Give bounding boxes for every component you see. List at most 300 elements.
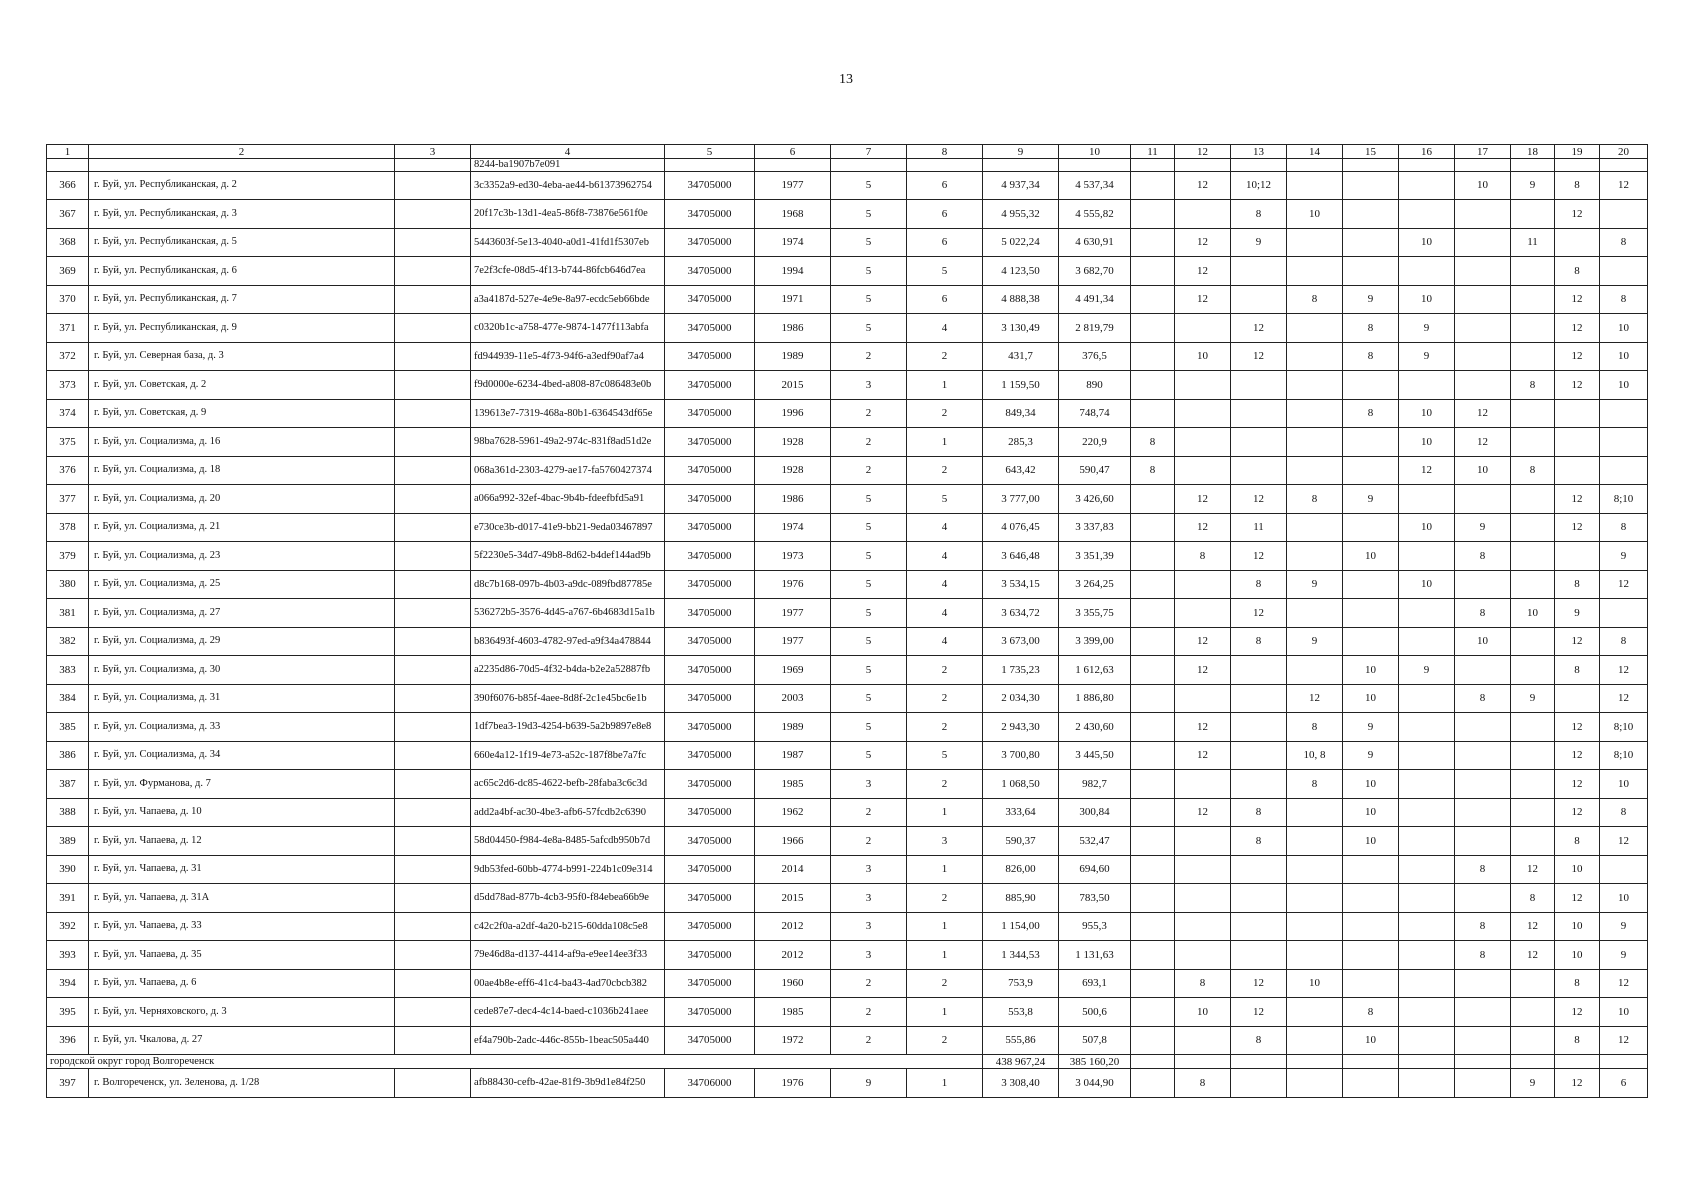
col-12: 8 [1175, 969, 1231, 998]
address: г. Буй, ул. Социализма, д. 34 [89, 741, 395, 770]
col-15: 10 [1343, 684, 1399, 713]
col-18: 8 [1511, 371, 1555, 400]
entrances: 3 [907, 827, 983, 856]
col-20: 9 [1600, 912, 1648, 941]
col-3 [395, 171, 471, 200]
address: г. Буй, ул. Чапаева, д. 35 [89, 941, 395, 970]
floors: 5 [831, 741, 907, 770]
col-15 [1343, 884, 1399, 913]
col-20: 12 [1600, 656, 1648, 685]
table-row [47, 798, 1648, 827]
column-header: 4 [471, 145, 665, 159]
col-17 [1455, 485, 1511, 514]
floors: 3 [831, 884, 907, 913]
col-14 [1287, 912, 1343, 941]
build-year: 1986 [755, 485, 831, 514]
entrances: 2 [907, 1026, 983, 1055]
col-17 [1455, 827, 1511, 856]
col-3 [395, 1026, 471, 1055]
build-year: 2012 [755, 941, 831, 970]
col-11 [1131, 542, 1175, 571]
address: г. Буй, ул. Социализма, д. 31 [89, 684, 395, 713]
column-number-row [47, 145, 1648, 159]
col-3 [395, 285, 471, 314]
col-16 [1399, 1026, 1455, 1055]
table-row [47, 599, 1648, 628]
col-11 [1131, 884, 1175, 913]
fias-guid: 5443603f-5e13-4040-a0d1-41fd1f5307eb [471, 228, 665, 257]
floors: 5 [831, 627, 907, 656]
col-19: 12 [1555, 485, 1600, 514]
row-number: 394 [47, 969, 89, 998]
col-20: 12 [1600, 570, 1648, 599]
living-area: 955,3 [1059, 912, 1131, 941]
col-16: 12 [1399, 456, 1455, 485]
address: г. Буй, ул. Чкалова, д. 27 [89, 1026, 395, 1055]
total-area: 3 777,00 [983, 485, 1059, 514]
fias-guid: 00ae4b8e-eff6-41c4-ba43-4ad70cbcb382 [471, 969, 665, 998]
table-row [47, 171, 1648, 200]
col-19: 12 [1555, 513, 1600, 542]
col-15: 10 [1343, 1026, 1399, 1055]
address: г. Буй, ул. Республиканская, д. 6 [89, 257, 395, 286]
col-11: 8 [1131, 428, 1175, 457]
col-14 [1287, 542, 1343, 571]
col-13 [1231, 371, 1287, 400]
living-area: 1 886,80 [1059, 684, 1131, 713]
col-16: 10 [1399, 285, 1455, 314]
total-area: 5 022,24 [983, 228, 1059, 257]
floors: 2 [831, 827, 907, 856]
col-20 [1600, 200, 1648, 229]
col-3 [395, 969, 471, 998]
col-19: 12 [1555, 713, 1600, 742]
entrances: 2 [907, 456, 983, 485]
total-area: 4 123,50 [983, 257, 1059, 286]
table-row [47, 371, 1648, 400]
col-17 [1455, 1026, 1511, 1055]
address: г. Буй, ул. Социализма, д. 29 [89, 627, 395, 656]
col-12: 12 [1175, 485, 1231, 514]
col-3 [395, 827, 471, 856]
total-area: 4 076,45 [983, 513, 1059, 542]
col-3 [395, 998, 471, 1027]
col-3 [395, 428, 471, 457]
col-17: 12 [1455, 428, 1511, 457]
col-14 [1287, 884, 1343, 913]
floors: 5 [831, 713, 907, 742]
col-17 [1455, 285, 1511, 314]
col-18 [1511, 314, 1555, 343]
living-area: 1 612,63 [1059, 656, 1131, 685]
fias-guid: 3c3352a9-ed30-4eba-ae44-b61373962754 [471, 171, 665, 200]
row-number: 376 [47, 456, 89, 485]
col-12: 12 [1175, 656, 1231, 685]
build-year: 1973 [755, 542, 831, 571]
table-row [47, 285, 1648, 314]
col-20: 12 [1600, 969, 1648, 998]
oktmo: 34705000 [665, 969, 755, 998]
col-19: 8 [1555, 257, 1600, 286]
col-15 [1343, 855, 1399, 884]
entrances: 2 [907, 684, 983, 713]
col-13: 12 [1231, 998, 1287, 1027]
col-20: 8 [1600, 228, 1648, 257]
col-20: 10 [1600, 884, 1648, 913]
table-row [47, 684, 1648, 713]
oktmo: 34705000 [665, 599, 755, 628]
address: г. Буй, ул. Чапаева, д. 31 [89, 855, 395, 884]
col-17 [1455, 969, 1511, 998]
col-18: 12 [1511, 941, 1555, 970]
col-15 [1343, 428, 1399, 457]
col-15: 9 [1343, 285, 1399, 314]
col-18 [1511, 570, 1555, 599]
col-19 [1555, 542, 1600, 571]
address: г. Буй, ул. Фурманова, д. 7 [89, 770, 395, 799]
entrances: 5 [907, 485, 983, 514]
page-number: 13 [839, 72, 853, 87]
col-20: 10 [1600, 770, 1648, 799]
col-14 [1287, 941, 1343, 970]
build-year: 2003 [755, 684, 831, 713]
col-16 [1399, 969, 1455, 998]
oktmo: 34705000 [665, 342, 755, 371]
col-15: 10 [1343, 770, 1399, 799]
col-14 [1287, 998, 1343, 1027]
group-living-total: 385 160,20 [1059, 1055, 1131, 1069]
col-17 [1455, 342, 1511, 371]
address: г. Буй, ул. Чапаева, д. 10 [89, 798, 395, 827]
entrances: 6 [907, 200, 983, 229]
col-12 [1175, 941, 1231, 970]
fias-guid: 390f6076-b85f-4aee-8d8f-2c1e45bc6e1b [471, 684, 665, 713]
floors: 5 [831, 314, 907, 343]
col-3 [395, 884, 471, 913]
fias-guid: 98ba7628-5961-49a2-974c-831f8ad51d2e [471, 428, 665, 457]
col-3 [395, 599, 471, 628]
col-19: 12 [1555, 200, 1600, 229]
row-number: 393 [47, 941, 89, 970]
col-3 [395, 713, 471, 742]
col-20: 8;10 [1600, 741, 1648, 770]
col-13 [1231, 912, 1287, 941]
col-11 [1131, 627, 1175, 656]
col-12 [1175, 599, 1231, 628]
table-row [47, 741, 1648, 770]
total-area: 753,9 [983, 969, 1059, 998]
col-12 [1175, 912, 1231, 941]
col-19: 10 [1555, 855, 1600, 884]
col-17 [1455, 656, 1511, 685]
col-15 [1343, 599, 1399, 628]
fias-guid: d8c7b168-097b-4b03-a9dc-089fbd87785e [471, 570, 665, 599]
col-20: 12 [1600, 684, 1648, 713]
entrances: 2 [907, 656, 983, 685]
col-19: 8 [1555, 171, 1600, 200]
table-row [47, 656, 1648, 685]
col-15: 8 [1343, 998, 1399, 1027]
col-18 [1511, 770, 1555, 799]
living-area: 300,84 [1059, 798, 1131, 827]
continuation-row [47, 159, 1648, 172]
col-11 [1131, 599, 1175, 628]
fias-guid: a066a992-32ef-4bac-9b4b-fdeefbfd5a91 [471, 485, 665, 514]
total-area: 4 888,38 [983, 285, 1059, 314]
col-11 [1131, 228, 1175, 257]
build-year: 1976 [755, 1069, 831, 1098]
address: г. Буй, ул. Северная база, д. 3 [89, 342, 395, 371]
col-12 [1175, 1026, 1231, 1055]
floors: 2 [831, 399, 907, 428]
col-13: 12 [1231, 599, 1287, 628]
col-16 [1399, 371, 1455, 400]
table-wrapper [46, 144, 1647, 1098]
oktmo: 34705000 [665, 314, 755, 343]
col-12 [1175, 428, 1231, 457]
build-year: 1966 [755, 827, 831, 856]
col-17 [1455, 257, 1511, 286]
col-17: 8 [1455, 912, 1511, 941]
oktmo: 34705000 [665, 228, 755, 257]
col-16 [1399, 1069, 1455, 1098]
entrances: 4 [907, 542, 983, 571]
group-name: городской округ город Волгореченск [47, 1055, 983, 1069]
col-18: 9 [1511, 171, 1555, 200]
floors: 3 [831, 912, 907, 941]
group-row [47, 1055, 1648, 1069]
col-11 [1131, 485, 1175, 514]
total-area: 3 646,48 [983, 542, 1059, 571]
fias-guid: cede87e7-dec4-4c14-baed-c1036b241aee [471, 998, 665, 1027]
col-19: 10 [1555, 912, 1600, 941]
col-14 [1287, 257, 1343, 286]
col-12: 12 [1175, 627, 1231, 656]
col-20: 9 [1600, 941, 1648, 970]
col-16 [1399, 257, 1455, 286]
floors: 2 [831, 798, 907, 827]
table-row [47, 513, 1648, 542]
col-13: 8 [1231, 200, 1287, 229]
entrances: 6 [907, 285, 983, 314]
floors: 2 [831, 456, 907, 485]
col-14 [1287, 314, 1343, 343]
col-14 [1287, 599, 1343, 628]
column-header: 8 [907, 145, 983, 159]
column-header: 13 [1231, 145, 1287, 159]
col-15 [1343, 371, 1399, 400]
col-13: 12 [1231, 314, 1287, 343]
row-number: 381 [47, 599, 89, 628]
col-12 [1175, 200, 1231, 229]
living-area: 3 426,60 [1059, 485, 1131, 514]
build-year: 1987 [755, 741, 831, 770]
entrances: 2 [907, 399, 983, 428]
living-area: 783,50 [1059, 884, 1131, 913]
row-number: 380 [47, 570, 89, 599]
fias-guid: f9d0000e-6234-4bed-a808-87c086483e0b [471, 371, 665, 400]
build-year: 1962 [755, 798, 831, 827]
col-16 [1399, 798, 1455, 827]
row-number: 368 [47, 228, 89, 257]
entrances: 1 [907, 855, 983, 884]
col-11 [1131, 855, 1175, 884]
row-number: 366 [47, 171, 89, 200]
column-header: 3 [395, 145, 471, 159]
entrances: 2 [907, 969, 983, 998]
row-number: 383 [47, 656, 89, 685]
table-row [47, 713, 1648, 742]
col-18 [1511, 285, 1555, 314]
floors: 5 [831, 542, 907, 571]
col-12 [1175, 684, 1231, 713]
col-3 [395, 741, 471, 770]
floors: 5 [831, 200, 907, 229]
table-row [47, 257, 1648, 286]
col-17 [1455, 798, 1511, 827]
col-13 [1231, 770, 1287, 799]
fias-guid: 7e2f3cfe-08d5-4f13-b744-86fcb646d7ea [471, 257, 665, 286]
entrances: 5 [907, 741, 983, 770]
fias-guid: c0320b1c-a758-477e-9874-1477f113abfa [471, 314, 665, 343]
col-19: 8 [1555, 1026, 1600, 1055]
oktmo: 34705000 [665, 570, 755, 599]
col-15 [1343, 627, 1399, 656]
col-12: 12 [1175, 741, 1231, 770]
col-20: 8 [1600, 513, 1648, 542]
row-number: 378 [47, 513, 89, 542]
living-area: 3 337,83 [1059, 513, 1131, 542]
col-15 [1343, 941, 1399, 970]
living-area: 4 555,82 [1059, 200, 1131, 229]
col-11 [1131, 285, 1175, 314]
address: г. Буй, ул. Социализма, д. 20 [89, 485, 395, 514]
col-14 [1287, 798, 1343, 827]
fias-guid: 5f2230e5-34d7-49b8-8d62-b4def144ad9b [471, 542, 665, 571]
oktmo: 34705000 [665, 798, 755, 827]
table-row [47, 342, 1648, 371]
row-number: 387 [47, 770, 89, 799]
col-20 [1600, 456, 1648, 485]
table-row [47, 485, 1648, 514]
oktmo: 34705000 [665, 513, 755, 542]
col-12: 12 [1175, 798, 1231, 827]
fias-guid: ef4a790b-2adc-446c-855b-1beac505a440 [471, 1026, 665, 1055]
living-area: 3 355,75 [1059, 599, 1131, 628]
row-number: 396 [47, 1026, 89, 1055]
build-year: 1976 [755, 570, 831, 599]
column-header: 17 [1455, 145, 1511, 159]
col-3 [395, 314, 471, 343]
total-area: 3 634,72 [983, 599, 1059, 628]
col-17 [1455, 200, 1511, 229]
oktmo: 34705000 [665, 684, 755, 713]
col-19 [1555, 228, 1600, 257]
col-3 [395, 1069, 471, 1098]
col-14 [1287, 428, 1343, 457]
fias-guid: 20f17c3b-13d1-4ea5-86f8-73876e561f0e [471, 200, 665, 229]
entrances: 2 [907, 884, 983, 913]
col-19: 12 [1555, 285, 1600, 314]
col-19: 12 [1555, 741, 1600, 770]
col-15: 9 [1343, 485, 1399, 514]
col-17 [1455, 570, 1511, 599]
oktmo: 34705000 [665, 770, 755, 799]
build-year: 1971 [755, 285, 831, 314]
address: г. Буй, ул. Республиканская, д. 5 [89, 228, 395, 257]
fias-guid: 536272b5-3576-4d45-a767-6b4683d15a1b [471, 599, 665, 628]
table-row [47, 627, 1648, 656]
col-14: 8 [1287, 713, 1343, 742]
floors: 5 [831, 257, 907, 286]
col-14 [1287, 513, 1343, 542]
col-13 [1231, 855, 1287, 884]
living-area: 3 264,25 [1059, 570, 1131, 599]
living-area: 500,6 [1059, 998, 1131, 1027]
col-11 [1131, 941, 1175, 970]
col-19 [1555, 456, 1600, 485]
total-area: 431,7 [983, 342, 1059, 371]
table-row [47, 228, 1648, 257]
col-15 [1343, 969, 1399, 998]
col-20: 8;10 [1600, 713, 1648, 742]
col-16 [1399, 998, 1455, 1027]
col-18: 9 [1511, 684, 1555, 713]
col-3 [395, 855, 471, 884]
col-15: 10 [1343, 656, 1399, 685]
fias-guid: add2a4bf-ac30-4be3-afb6-57fcdb2c6390 [471, 798, 665, 827]
col-14: 12 [1287, 684, 1343, 713]
address: г. Буй, ул. Чапаева, д. 33 [89, 912, 395, 941]
table-row [47, 428, 1648, 457]
col-17 [1455, 741, 1511, 770]
row-number: 395 [47, 998, 89, 1027]
address: г. Буй, ул. Советская, д. 2 [89, 371, 395, 400]
oktmo: 34705000 [665, 656, 755, 685]
col-13 [1231, 713, 1287, 742]
col-13 [1231, 741, 1287, 770]
col-17: 8 [1455, 684, 1511, 713]
col-17 [1455, 770, 1511, 799]
col-12: 12 [1175, 285, 1231, 314]
housing-table [46, 144, 1648, 1098]
col-15 [1343, 257, 1399, 286]
total-area: 1 159,50 [983, 371, 1059, 400]
entrances: 4 [907, 570, 983, 599]
col-12: 12 [1175, 171, 1231, 200]
col-14 [1287, 855, 1343, 884]
entrances: 4 [907, 314, 983, 343]
address: г. Буй, ул. Социализма, д. 21 [89, 513, 395, 542]
column-header: 18 [1511, 145, 1555, 159]
total-area: 4 937,34 [983, 171, 1059, 200]
col-13: 12 [1231, 342, 1287, 371]
address: г. Буй, ул. Советская, д. 9 [89, 399, 395, 428]
col-18 [1511, 1026, 1555, 1055]
col-11 [1131, 342, 1175, 371]
col-20: 12 [1600, 1026, 1648, 1055]
build-year: 1985 [755, 770, 831, 799]
col-13 [1231, 1069, 1287, 1098]
living-area: 4 491,34 [1059, 285, 1131, 314]
col-18 [1511, 998, 1555, 1027]
col-13 [1231, 456, 1287, 485]
build-year: 2015 [755, 371, 831, 400]
address: г. Буй, ул. Республиканская, д. 3 [89, 200, 395, 229]
row-number: 375 [47, 428, 89, 457]
oktmo: 34705000 [665, 542, 755, 571]
table-row [47, 770, 1648, 799]
